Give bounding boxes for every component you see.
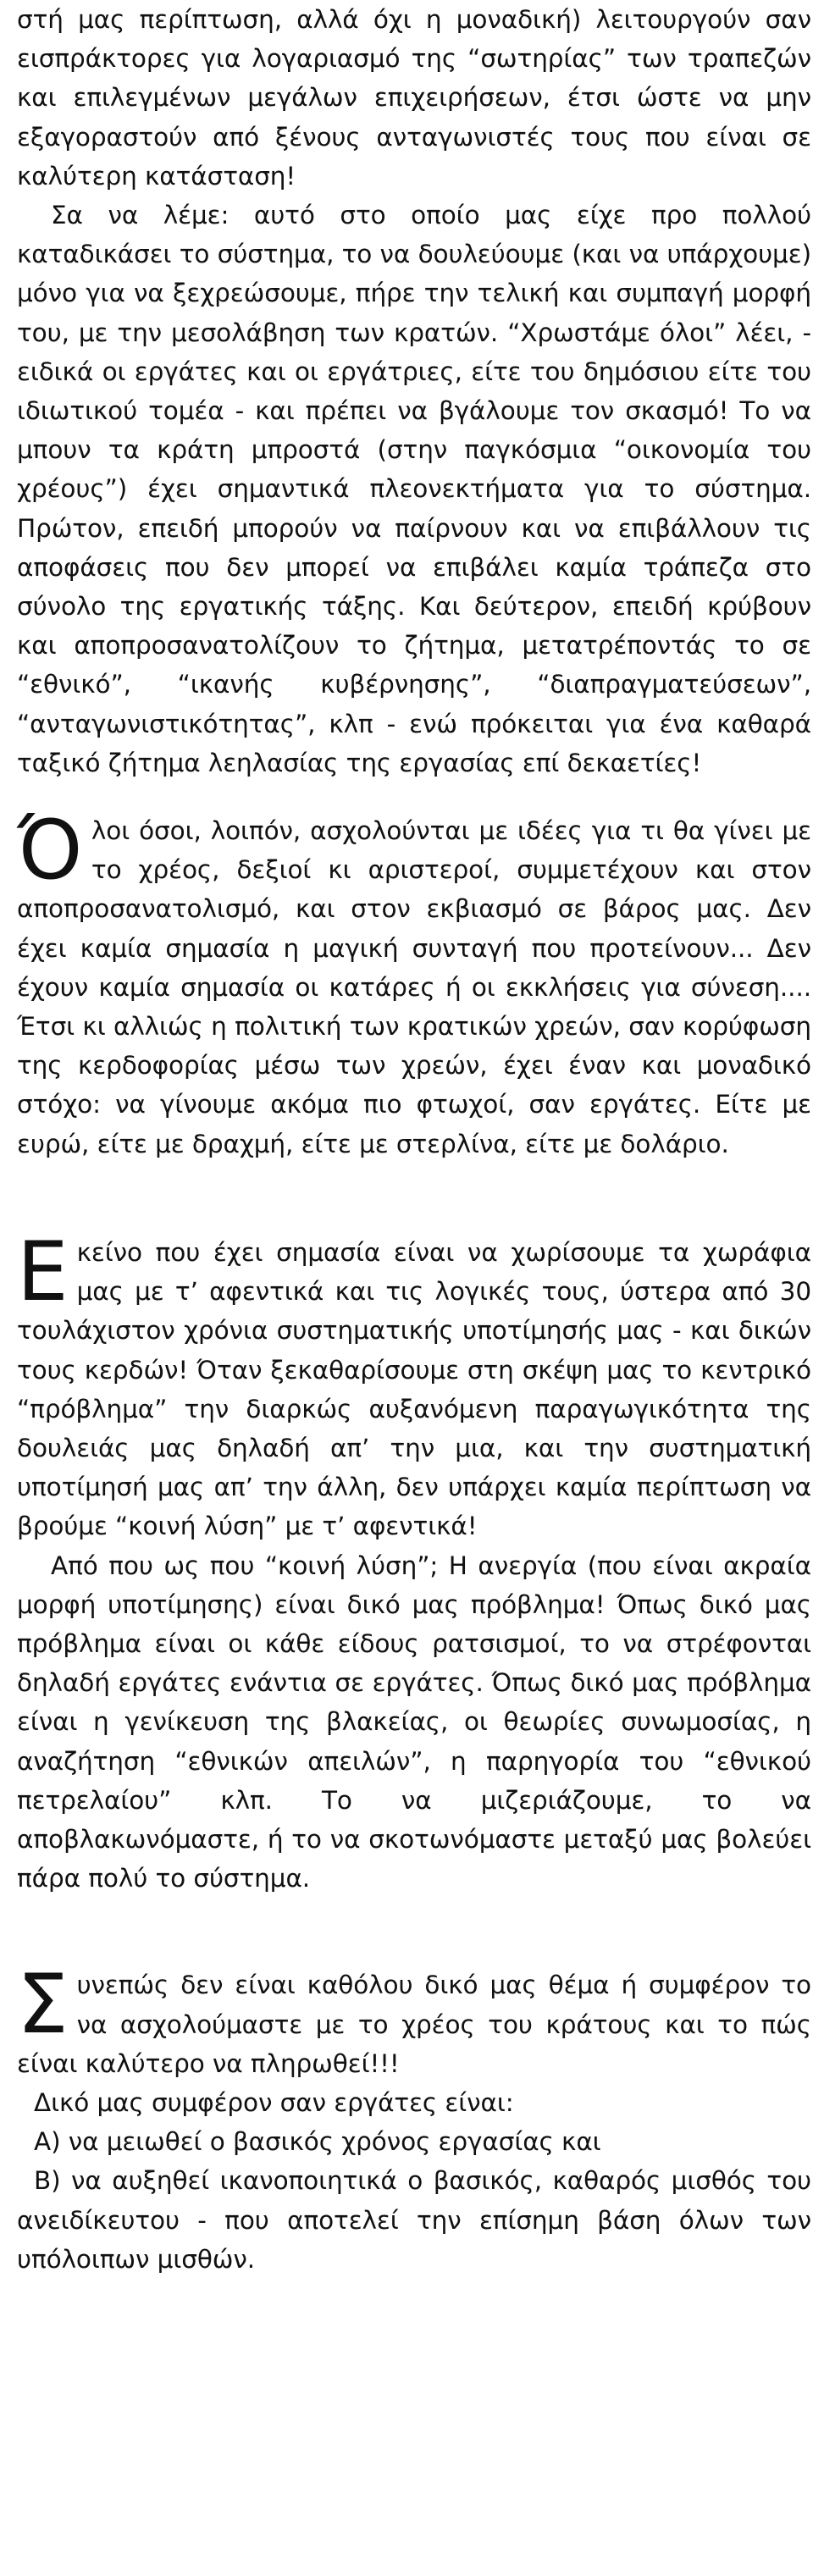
paragraph-consequently [17,1957,811,2083]
paragraph-system-debt [17,196,811,782]
paragraph-text: Από που ως που “κοινή λύση”; Η ανεργία (που είναι ακραία μορφή υποτίμησης) είναι δικό μας πρόβλημα! Όπως δικό μας πρόβλημα είναι οι κάθε είδους ρατσισμοί, το να στρέφονται δηλαδή εργάτες ενάντια σε εργάτες. Όπως δικό μας πρόβλημα είναι η γενίκευση της βλακείας, οι θεωρίες συνωμοσίας, η αναζήτηση “εθνικών απειλών”, η παρηγορία του “εθνικού πετρελαίου” κλπ. Το να μιζεριάζουμε, το να αποβλακωνόμαστε, ή το να σκοτωνόμαστε μεταξύ μας βολεύει πάρα πολύ το σύστημα. [17,1551,811,1893]
paragraph-what-matters [17,1224,811,1546]
paragraph-text: λοι όσοι, λοιπόν, ασχολούνται με ιδέες για τι θα γίνει με το χρέος, δεξιοί κι αριστεροί, συμμετέχουν και στον αποπροσανατολισμό, και στον εκβιασμό σε βάρος μας. Δεν έχει καμία σημασία η μαγική συνταγή που προτείνουν... Δεν έχουν καμία σημασία οι κατάρες ή οι εκκλήσεις για σύνεση.... Έτσι κι αλλιώς η πολιτική των κρατικών χρεών, σαν κορύφωση της κερδοφορίας μέσω των χρεών, έχει έναν και μοναδικό στόχο: να γίνουμε ακόμα πιο φτωχοί, σαν εργάτες. Είτε με ευρώ, είτε με δραχμή, είτε με στερλίνα, είτε με δολάριο. [17,816,811,1158]
list-item-b [17,2161,811,2279]
drop-cap-letter: Σ [17,1957,69,2053]
paragraph-text: κείνο που έχει σημασία είναι να χωρίσουμε τα χωράφια μας με τ’ αφεντικά και τις λογικές τους, ύστερα από 30 τουλάχιστον χρόνια συστηματικής υποτίμησής μας - και δικών τους κερδών! Όταν ξεκαθαρίσουμε στη σκέψη μας το κεντρικό “πρόβλημα” την διαρκώς αυξανόμενη παραγωγικότητα της δουλειάς μας δηλαδή απ’ την μια, και την συστηματική υποτίμησή μας απ’ την άλλη, δεν υπάρχει καμία περίπτωση να βρούμε “κοινή λύση” με τ’ αφεντικά! [17,1237,811,1541]
list-item-a [17,2122,811,2161]
paragraph-text: Σα να λέμε: αυτό στο οποίο μας είχε προ πολλού καταδικάσει το σύστημα, το να δουλεύουμε (και να υπάρχουμε) μόνο για να ξεχρεώσουμε, πήρε την τελική και συμπαγή μορφή του, με την μεσολάβηση των κρατών. “Χρωστάμε όλοι” λέει, - ειδικά οι εργάτες και οι εργάτριες, είτε του δημόσιου είτε του ιδιωτικού τομέα - και πρέπει να βγάλουμε τον σκασμό! Το να μπουν τα κράτη μπροστά (στην παγκόσμια “οικονομία του χρέους”) έχει σημαντικά πλεονεκτήματα για το σύστημα. Πρώτον, επειδή μπορούν να παίρνουν και να επιβάλλουν τις αποφάσεις που δεν μπορεί να επιβάλει καμία τράπεζα στο σύνολο της εργατικής τάξης. Και δεύτερον, επειδή κρύβουν και αποπροσανατολίζουν το ζήτημα, μετατρέποντάς το σε “εθνικό”, “ικανής κυβέρνησης”, “διαπραγματεύσεων”, “ανταγωνιστικότητας”, κλπ - ενώ πρόκειται για ένα καθαρά ταξικό ζήτημα λεηλασίας της εργασίας επί δεκαετίες! [17,201,811,777]
list-item-text: Β) να αυξηθεί ικανοποιητικά ο βασικός, καθαρός μισθός του ανειδίκευτου - που αποτελεί την επίσημη βάση όλων των υπόλοιπων μισθών. [17,2166,811,2274]
paragraph-common-solution [17,1546,811,1899]
paragraph-text: υνεπώς δεν είναι καθόλου δικό μας θέμα ή συμφέρον το να ασχολούμαστε με το χρέος του κράτους και το πώς είναι καλύτερο να πληρωθεί!!! [17,1971,811,2078]
paragraph-our-interest [17,2083,811,2122]
paragraph-continuation [17,0,811,196]
drop-cap-letter: Ό [17,803,83,898]
article-page [17,0,811,2279]
paragraph-text: Δικό μας συμφέρον σαν εργάτες είναι: [34,2087,514,2117]
paragraph-text: στή μας περίπτωση, αλλά όχι η μοναδική) λειτουργούν σαν εισπράκτορες για λογαριασμό της “σωτηρίας” των τραπεζών και επιλεγμένων μεγάλων επιχειρήσεων, έτσι ώστε να μην εξαγοραστούν από ξένους ανταγωνιστές τους που είναι σε καλύτερη κατάσταση! [17,5,811,191]
drop-cap-letter: Ε [17,1224,69,1319]
list-item-text: Α) να μειωθεί ο βασικός χρόνος εργασίας και [34,2127,601,2157]
paragraph-all-those [17,803,811,1164]
